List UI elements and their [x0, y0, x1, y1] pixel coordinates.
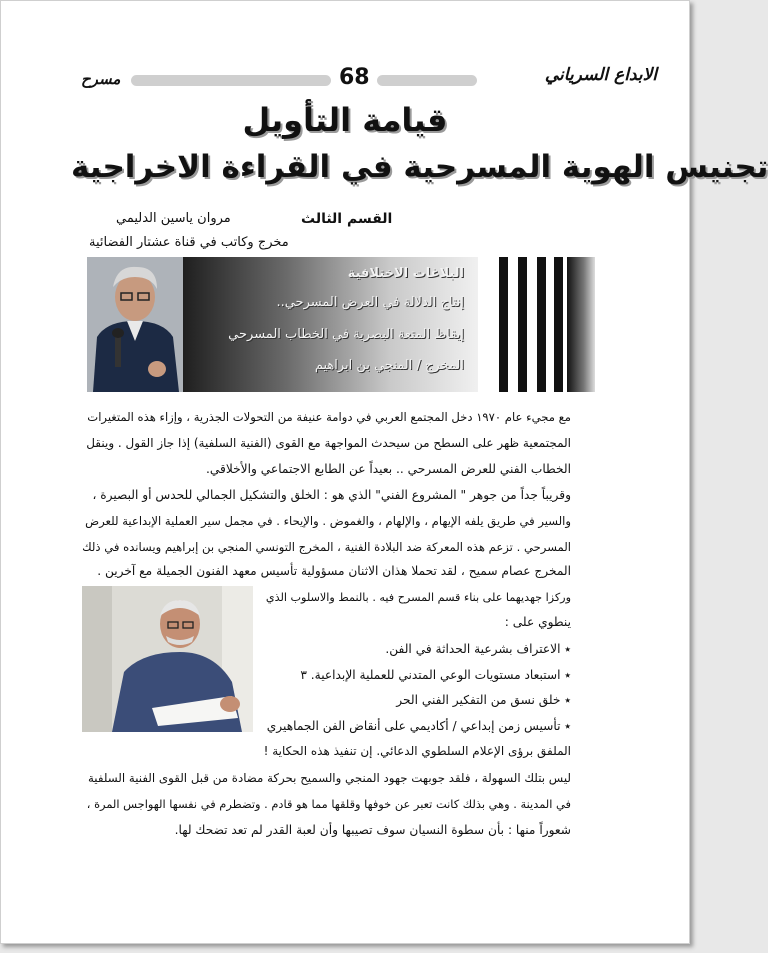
body-line: في المدينة . وهي بذلك كانت تعبر عن خوفها وقلقها مما هو قادم . وتضطرم في نفسها الهواجس المرة ،	[86, 797, 571, 811]
body-line: ٭ الاعتراف بشرعية الحداثة في الفن.	[385, 642, 571, 656]
pull-quote-line: إيقاظ المتعة البصرية في الخطاب المسرحي	[228, 327, 464, 342]
body-line: الخطاب الفني للعرض المسرحي .. بعيداً عن الطابع الاجتماعي والأخلاقي.	[206, 462, 571, 476]
body-line: مع مجيء عام ١٩٧٠ دخل المجتمع العربي في دوامة عنيفة من التحولات الجذرية ، وإزاء هذه المتغيرات	[87, 410, 571, 424]
pull-quote-line: المخرج / المنجي بن ابراهيم	[314, 358, 464, 373]
body-line: ٭ خلق نسق من التفكير الفني الحر	[396, 693, 571, 707]
body-line: شعوراً منها : بأن سطوة النسيان سوف تصيبها وأن لعبة القدر لم تعد تضحك لها.	[174, 823, 571, 837]
author-name: مروان ياسين الدليمي	[116, 211, 231, 226]
stripe	[518, 257, 527, 392]
body-line: ينطوي على :	[504, 615, 571, 629]
stripe	[537, 257, 546, 392]
body-line: ليس بتلك السهولة ، فلقد جوبهت جهود المنجي والسميح بحركة مضادة من قبل القوى الفنية السلفية	[87, 771, 571, 785]
article-subtitle: تجنيس الهوية المسرحية في القراءة الاخراجية	[71, 149, 768, 185]
stripe	[499, 257, 508, 392]
pull-quote-box	[183, 257, 478, 392]
body-line: ٭ استبعاد مستويات الوعي المتدني للعملية الإبداعية. ٣	[300, 668, 571, 682]
author-photo	[87, 257, 183, 392]
stripe	[567, 257, 595, 392]
body-line: المخرج عصام سميح ، لقد تحملا هذان الاثنان مسؤولية تأسيس معهد الفنون الجميلة مع آخرين .	[97, 564, 571, 578]
body-line: والسير في طريق يلفه الإيهام ، والإلهام ، والغموض . والإيحاء . في مجمل سير العملية الإبداعية للعرض	[85, 514, 571, 528]
header-rule-left	[131, 75, 331, 86]
body-line: وقريباً جداً من جوهر " المشروع الفني" الذي هو : الخلق والتشكيل الجمالي للحدس أو البصيرة ،	[92, 488, 571, 502]
pull-quote-heading: البلاغات الاختلافية	[347, 266, 464, 281]
body-line: ٭ تأسيس زمن إبداعي / أكاديمي على أنقاض الفن الجماهيري	[266, 719, 571, 733]
body-line: وركزا جهديهما على بناء قسم المسرح فيه . بالنمط والاسلوب الذي	[265, 591, 571, 604]
section-label: مسرح	[81, 70, 121, 88]
magazine-name: الابداع السرياني	[544, 65, 657, 85]
body-line: المجتمعية ظهر على السطح من سيحدث المواجهة مع القوى (الفنية السلفية) إذا جاز القول . وينقل	[86, 436, 571, 450]
part-label: القسم الثالث	[301, 211, 393, 227]
author-role: مخرج وكاتب في قناة عشتار الفضائية	[89, 235, 289, 250]
article-title: قيامة التأويل	[242, 101, 448, 139]
stripe	[554, 257, 563, 392]
pull-quote-line: إنتاج الدلالة في العرض المسرحي..	[276, 295, 464, 310]
decorative-stripes	[499, 257, 595, 392]
header-rule-right	[377, 75, 477, 86]
director-photo	[82, 586, 253, 732]
body-line: الملفق برؤى الإعلام السلطوي الدعائي. إن تنفيذ هذه الحكاية !	[263, 744, 571, 758]
body-line: المسرحي . تزعم هذه المعركة ضد البلادة الفنية ، المخرج التونسي المنجي بن إبراهيم ويسانده في ذلك	[82, 540, 571, 554]
page-number: 68	[339, 65, 370, 90]
